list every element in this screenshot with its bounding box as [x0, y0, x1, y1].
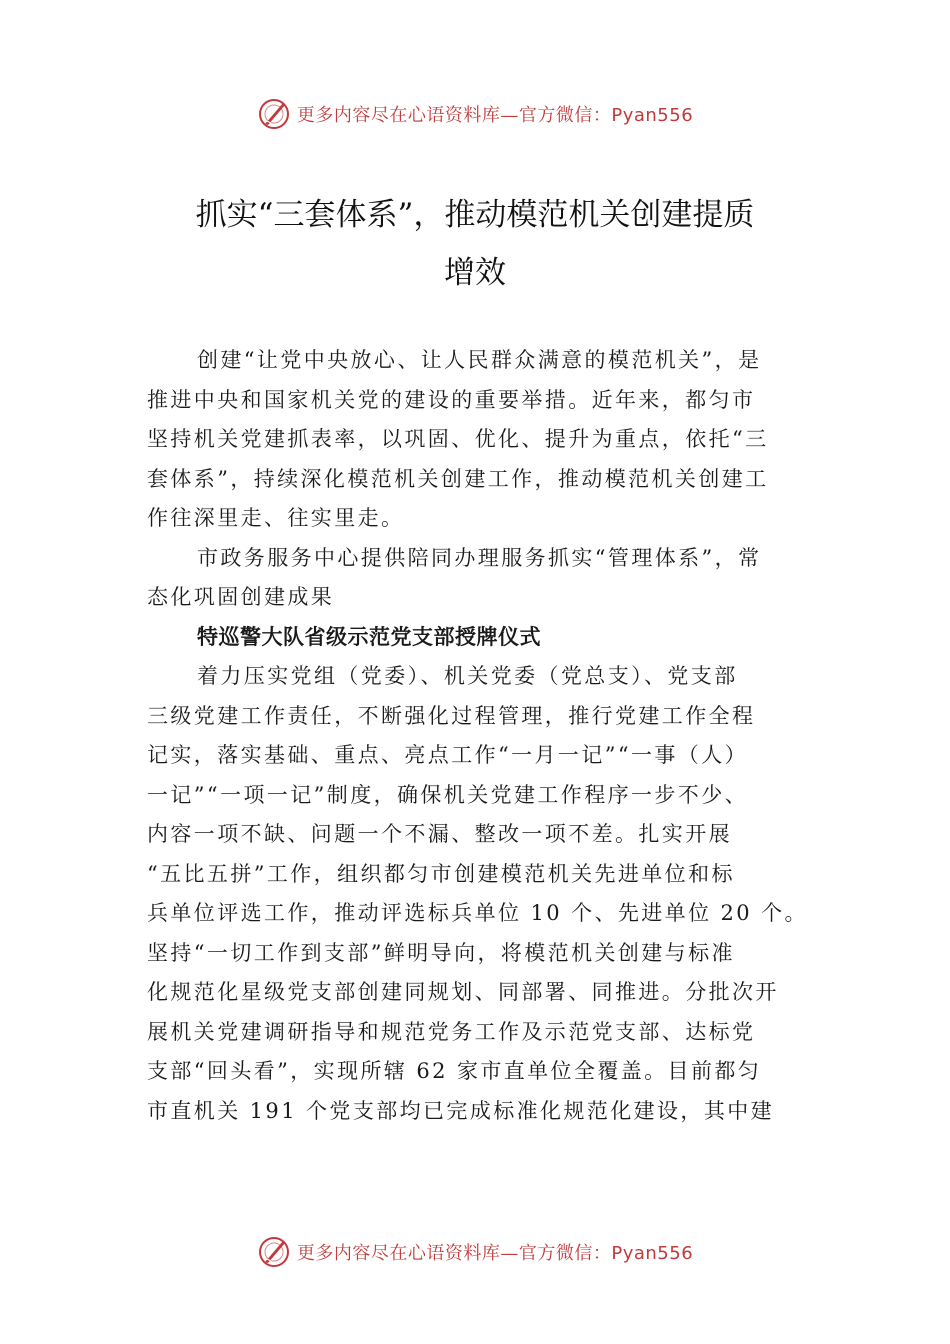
paragraph-intro [147, 341, 837, 539]
title-line-2: 增效 [444, 255, 506, 291]
image-caption-subheading: 特巡警大队省级示范党支部授牌仪式 [197, 624, 541, 649]
text-line: 三级党建工作责任，不断强化过程管理，推行党建工作全程 [147, 703, 756, 728]
text-line: 推进中央和国家机关党的建设的重要举措。近年来，都匀市 [147, 387, 756, 412]
quill-pen-logo-icon [257, 97, 291, 131]
document-title [0, 186, 950, 302]
paragraph-body [147, 657, 837, 1131]
text-line: 创建“让党中央放心、让人民群众满意的模范机关”，是 [197, 348, 762, 372]
text-line: 套体系”，持续深化模范机关创建工作，推动模范机关创建工 [147, 466, 769, 491]
text-line: 市政务服务中心提供陪同办理服务抓实“管理体系”，常 [197, 545, 762, 570]
header-watermark [0, 94, 950, 134]
paragraph-section-heading [147, 539, 837, 618]
text-line: 作往深里走、往实里走。 [147, 506, 405, 530]
text-line: 记实，落实基础、重点、亮点工作“一月一记”“一事（人） [147, 743, 749, 767]
text-line: 市直机关 191 个党支部均已完成标准化规范化建设，其中建 [147, 1098, 775, 1123]
title-line-1: 抓实“三套体系”，推动模范机关创建提质 [195, 197, 755, 233]
watermark-text: 更多内容尽在心语资料库—官方微信：Pyan556 [296, 105, 694, 126]
text-line: 展机关党建调研指导和规范党务工作及示范党支部、达标党 [147, 1019, 756, 1044]
text-line: 一记”“一项一记”制度，确保机关党建工作程序一步不少、 [147, 782, 749, 807]
text-line: 坚持机关党建抓表率，以巩固、优化、提升为重点，依托“三 [147, 427, 769, 451]
document-body [147, 341, 837, 1131]
text-line: 化规范化星级党支部创建同规划、同部署、同推进。分批次开 [147, 980, 779, 1004]
text-line: “五比五拼”工作，组织都匀市创建模范机关先进单位和标 [147, 861, 735, 886]
footer-watermark [0, 1232, 950, 1272]
quill-pen-logo-icon [257, 1235, 291, 1269]
watermark-text: 更多内容尽在心语资料库—官方微信：Pyan556 [296, 1243, 694, 1264]
text-line: 支部“回头看”，实现所辖 62 家市直单位全覆盖。目前都匀 [147, 1059, 762, 1083]
text-line: 内容一项不缺、问题一个不漏、整改一项不差。扎实开展 [147, 822, 732, 846]
text-line: 着力压实党组（党委）、机关党委（党总支）、党支部 [197, 664, 738, 688]
text-line: 兵单位评选工作，推动评选标兵单位 10 个、先进单位 20 个。 [147, 901, 808, 925]
text-line: 坚持“一切工作到支部”鲜明导向，将模范机关创建与标准 [147, 940, 735, 965]
text-line: 态化巩固创建成果 [147, 585, 335, 609]
